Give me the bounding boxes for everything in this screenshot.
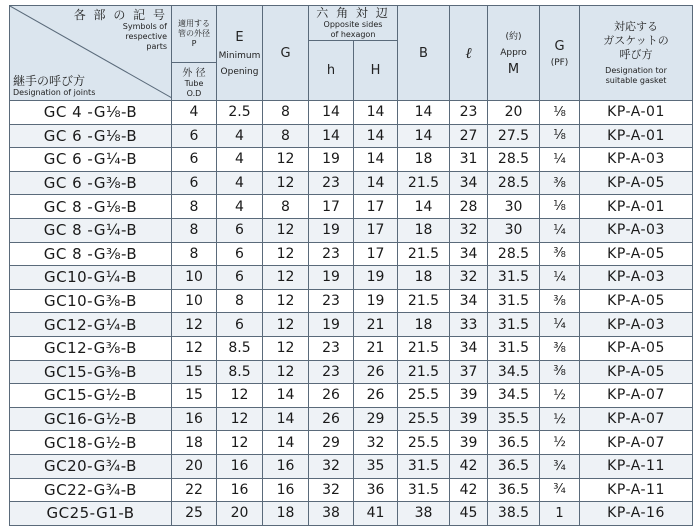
cell-p: 15 <box>172 360 217 384</box>
cell-p: 6 <box>172 171 217 195</box>
cell-pf: ⅜ <box>540 242 580 266</box>
cell-p: 22 <box>172 478 217 502</box>
cell-h-small: 23 <box>309 336 354 360</box>
cell-b: 31.5 <box>398 478 450 502</box>
header-e-symbol: E <box>235 29 244 45</box>
cell-designation: GC15-G½-B <box>10 384 172 408</box>
cell-pf: ¼ <box>540 266 580 290</box>
cell-p: 10 <box>172 266 217 290</box>
cell-h-small: 23 <box>309 171 354 195</box>
cell-h-large: 17 <box>354 218 398 242</box>
cell-m: 35.5 <box>488 407 540 431</box>
cell-gasket: KP-A-07 <box>580 407 693 431</box>
header-gasket-jp-2: ガスケットの <box>603 34 669 47</box>
cell-b: 38 <box>398 502 450 526</box>
cell-g: 12 <box>263 242 309 266</box>
header-p-tube <box>172 63 217 101</box>
cell-h-large: 29 <box>354 407 398 431</box>
cell-g: 8 <box>263 195 309 219</box>
cell-e: 8.5 <box>217 336 263 360</box>
cell-m: 38.5 <box>488 502 540 526</box>
cell-l: 31 <box>450 148 488 172</box>
header-e-minimum: Minimum <box>218 50 261 61</box>
cell-e: 8 <box>217 289 263 313</box>
cell-gasket: KP-A-07 <box>580 384 693 408</box>
header-p-symbol: P <box>191 39 197 48</box>
cell-h-small: 38 <box>309 502 354 526</box>
cell-h-large: 19 <box>354 289 398 313</box>
cell-m: 28.5 <box>488 242 540 266</box>
cell-designation: GC12-G⅜-B <box>10 336 172 360</box>
cell-h-small: 19 <box>309 313 354 337</box>
cell-m: 31.5 <box>488 336 540 360</box>
table-row <box>10 289 693 313</box>
header-p-sub-en-2: O.D <box>186 89 202 98</box>
cell-m: 27.5 <box>488 124 540 148</box>
cell-g: 14 <box>263 384 309 408</box>
cell-p: 4 <box>172 101 217 125</box>
cell-h-small: 29 <box>309 431 354 455</box>
table-row <box>10 502 693 526</box>
cell-designation: GC 8 -G⅛-B <box>10 195 172 219</box>
cell-h-large: 17 <box>354 195 398 219</box>
table-header <box>10 6 693 101</box>
cell-pf: ⅜ <box>540 336 580 360</box>
cell-gasket: KP-A-07 <box>580 431 693 455</box>
cell-h-large: 17 <box>354 242 398 266</box>
table-row <box>10 195 693 219</box>
cell-e: 4 <box>217 124 263 148</box>
cell-g: 12 <box>263 171 309 195</box>
cell-h-small: 19 <box>309 148 354 172</box>
table-row <box>10 478 693 502</box>
cell-gasket: KP-A-05 <box>580 360 693 384</box>
cell-pf: ⅛ <box>540 195 580 219</box>
cell-gasket: KP-A-05 <box>580 336 693 360</box>
cell-g: 12 <box>263 336 309 360</box>
cell-b: 18 <box>398 313 450 337</box>
cell-pf: ⅜ <box>540 360 580 384</box>
cell-pf: 1 <box>540 502 580 526</box>
cell-p: 12 <box>172 336 217 360</box>
cell-b: 21.5 <box>398 360 450 384</box>
cell-l: 34 <box>450 336 488 360</box>
corner-label-jp-parts: 各 部 の 記 号 <box>73 8 167 22</box>
cell-pf: ½ <box>540 407 580 431</box>
table-row <box>10 336 693 360</box>
cell-g: 18 <box>263 502 309 526</box>
cell-gasket: KP-A-01 <box>580 101 693 125</box>
cell-designation: GC 6 -G⅜-B <box>10 171 172 195</box>
cell-gasket: KP-A-03 <box>580 218 693 242</box>
cell-h-large: 21 <box>354 313 398 337</box>
cell-gasket: KP-A-05 <box>580 289 693 313</box>
cell-m: 28.5 <box>488 148 540 172</box>
cell-g: 12 <box>263 148 309 172</box>
cell-m: 30 <box>488 195 540 219</box>
cell-l: 34 <box>450 242 488 266</box>
cell-p: 8 <box>172 218 217 242</box>
header-m-appro: Appro <box>500 48 527 58</box>
cell-e: 4 <box>217 171 263 195</box>
table-row <box>10 407 693 431</box>
header-h-large: H <box>354 41 398 101</box>
cell-designation: GC16-G½-B <box>10 407 172 431</box>
cell-b: 18 <box>398 218 450 242</box>
cell-e: 16 <box>217 478 263 502</box>
cell-designation: GC25-G1-B <box>10 502 172 526</box>
header-corner-cell <box>10 6 172 101</box>
cell-h-small: 19 <box>309 266 354 290</box>
cell-e: 6 <box>217 242 263 266</box>
header-hexagon-en-2: of hexagon <box>330 30 376 39</box>
cell-e: 12 <box>217 384 263 408</box>
cell-b: 21.5 <box>398 289 450 313</box>
cell-b: 21.5 <box>398 171 450 195</box>
cell-h-large: 35 <box>354 454 398 478</box>
cell-g: 12 <box>263 218 309 242</box>
header-pf-symbol: G <box>554 38 565 54</box>
header-p <box>172 6 217 63</box>
cell-gasket: KP-A-01 <box>580 124 693 148</box>
table-body <box>10 101 693 526</box>
cell-l: 39 <box>450 384 488 408</box>
cell-gasket: KP-A-03 <box>580 313 693 337</box>
cell-l: 39 <box>450 431 488 455</box>
cell-b: 14 <box>398 195 450 219</box>
cell-designation: GC15-G⅜-B <box>10 360 172 384</box>
cell-h-large: 26 <box>354 360 398 384</box>
cell-pf: ⅛ <box>540 101 580 125</box>
header-hexagon <box>309 6 398 41</box>
cell-e: 6 <box>217 266 263 290</box>
cell-l: 23 <box>450 101 488 125</box>
cell-m: 31.5 <box>488 313 540 337</box>
header-m-symbol: M <box>507 62 520 77</box>
header-e-opening: Opening <box>220 66 259 77</box>
cell-h-large: 19 <box>354 266 398 290</box>
cell-p: 10 <box>172 289 217 313</box>
cell-p: 6 <box>172 148 217 172</box>
cell-p: 16 <box>172 407 217 431</box>
cell-l: 34 <box>450 171 488 195</box>
cell-b: 14 <box>398 101 450 125</box>
cell-designation: GC12-G¼-B <box>10 313 172 337</box>
table-row <box>10 171 693 195</box>
header-hexagon-en-1: Opposite sides <box>323 20 383 29</box>
header-m-jp: (約) <box>505 32 522 42</box>
cell-gasket: KP-A-16 <box>580 502 693 526</box>
corner-label-jp-joint: 継手の呼び方 <box>13 74 86 88</box>
table-row <box>10 148 693 172</box>
cell-p: 15 <box>172 384 217 408</box>
header-m <box>488 6 540 101</box>
header-gasket-jp-1: 対応する <box>614 20 659 33</box>
cell-gasket: KP-A-05 <box>580 171 693 195</box>
cell-p: 20 <box>172 454 217 478</box>
cell-g: 14 <box>263 407 309 431</box>
cell-designation: GC18-G½-B <box>10 431 172 455</box>
cell-l: 32 <box>450 266 488 290</box>
cell-e: 6 <box>217 313 263 337</box>
header-b: B <box>398 6 450 101</box>
joint-spec-table <box>9 5 693 526</box>
header-gasket-en-1: Designation tor <box>605 66 667 75</box>
cell-m: 34.5 <box>488 360 540 384</box>
cell-g: 8 <box>263 124 309 148</box>
cell-m: 36.5 <box>488 431 540 455</box>
cell-h-large: 14 <box>354 171 398 195</box>
cell-e: 4 <box>217 195 263 219</box>
cell-g: 8 <box>263 101 309 125</box>
cell-e: 4 <box>217 148 263 172</box>
cell-p: 8 <box>172 242 217 266</box>
cell-b: 25.5 <box>398 431 450 455</box>
cell-l: 42 <box>450 454 488 478</box>
header-gasket <box>580 6 693 101</box>
header-l: ℓ <box>450 6 488 101</box>
cell-h-small: 23 <box>309 360 354 384</box>
cell-b: 21.5 <box>398 242 450 266</box>
table-row <box>10 242 693 266</box>
table-row <box>10 431 693 455</box>
cell-m: 36.5 <box>488 454 540 478</box>
cell-h-small: 17 <box>309 195 354 219</box>
cell-b: 21.5 <box>398 336 450 360</box>
corner-label-en-parts-3: parts <box>146 42 167 51</box>
cell-h-small: 14 <box>309 124 354 148</box>
cell-p: 6 <box>172 124 217 148</box>
cell-h-small: 32 <box>309 478 354 502</box>
cell-e: 8.5 <box>217 360 263 384</box>
cell-g: 14 <box>263 431 309 455</box>
table-row <box>10 218 693 242</box>
cell-b: 31.5 <box>398 454 450 478</box>
cell-m: 20 <box>488 101 540 125</box>
cell-e: 12 <box>217 431 263 455</box>
table-row <box>10 313 693 337</box>
header-p-jp-2: 管の外径 <box>178 29 210 38</box>
cell-h-small: 19 <box>309 218 354 242</box>
cell-l: 33 <box>450 313 488 337</box>
corner-label-en-joint: Designation of joints <box>13 88 96 97</box>
cell-h-large: 14 <box>354 148 398 172</box>
cell-h-large: 41 <box>354 502 398 526</box>
cell-pf: ⅛ <box>540 124 580 148</box>
cell-pf: ½ <box>540 431 580 455</box>
cell-pf: ½ <box>540 384 580 408</box>
corner-label-en-parts-1: Symbols of <box>122 22 167 31</box>
cell-designation: GC10-G⅜-B <box>10 289 172 313</box>
header-pf-sub: (PF) <box>550 57 569 68</box>
cell-l: 42 <box>450 478 488 502</box>
cell-l: 32 <box>450 218 488 242</box>
header-gasket-jp-3: 呼び方 <box>619 48 653 61</box>
header-g: G <box>263 6 309 101</box>
cell-h-small: 32 <box>309 454 354 478</box>
cell-pf: ¼ <box>540 313 580 337</box>
cell-l: 37 <box>450 360 488 384</box>
header-e <box>217 6 263 101</box>
cell-e: 2.5 <box>217 101 263 125</box>
header-pf <box>540 6 580 101</box>
header-p-jp-1: 適用する <box>178 19 210 28</box>
cell-p: 18 <box>172 431 217 455</box>
header-gasket-en-2: suitable gasket <box>605 76 667 85</box>
table-row <box>10 454 693 478</box>
cell-p: 12 <box>172 313 217 337</box>
cell-h-large: 32 <box>354 431 398 455</box>
cell-designation: GC10-G¼-B <box>10 266 172 290</box>
cell-h-small: 14 <box>309 101 354 125</box>
corner-label-en-parts-2: respective <box>125 32 167 41</box>
cell-designation: GC 8 -G⅜-B <box>10 242 172 266</box>
cell-h-small: 23 <box>309 289 354 313</box>
cell-designation: GC 4 -G⅛-B <box>10 101 172 125</box>
header-h-small: h <box>309 41 354 101</box>
cell-h-large: 21 <box>354 336 398 360</box>
cell-gasket: KP-A-03 <box>580 148 693 172</box>
cell-h-small: 23 <box>309 242 354 266</box>
table-row <box>10 384 693 408</box>
cell-h-small: 26 <box>309 407 354 431</box>
cell-gasket: KP-A-11 <box>580 454 693 478</box>
cell-h-large: 26 <box>354 384 398 408</box>
cell-b: 18 <box>398 266 450 290</box>
cell-m: 36.5 <box>488 478 540 502</box>
cell-l: 39 <box>450 407 488 431</box>
cell-b: 25.5 <box>398 384 450 408</box>
cell-e: 6 <box>217 218 263 242</box>
cell-b: 18 <box>398 148 450 172</box>
cell-g: 12 <box>263 313 309 337</box>
cell-pf: ¾ <box>540 478 580 502</box>
cell-designation: GC20-G¾-B <box>10 454 172 478</box>
cell-gasket: KP-A-05 <box>580 242 693 266</box>
table-row <box>10 360 693 384</box>
cell-designation: GC 6 -G¼-B <box>10 148 172 172</box>
cell-l: 27 <box>450 124 488 148</box>
cell-h-large: 14 <box>354 124 398 148</box>
cell-e: 12 <box>217 407 263 431</box>
cell-gasket: KP-A-03 <box>580 266 693 290</box>
cell-pf: ¼ <box>540 148 580 172</box>
cell-m: 34.5 <box>488 384 540 408</box>
cell-designation: GC22-G¾-B <box>10 478 172 502</box>
cell-g: 12 <box>263 289 309 313</box>
cell-m: 28.5 <box>488 171 540 195</box>
cell-g: 12 <box>263 360 309 384</box>
cell-l: 28 <box>450 195 488 219</box>
table-row <box>10 266 693 290</box>
table-row <box>10 124 693 148</box>
header-p-sub-jp: 外 径 <box>182 68 206 79</box>
cell-b: 14 <box>398 124 450 148</box>
cell-e: 20 <box>217 502 263 526</box>
cell-pf: ¼ <box>540 218 580 242</box>
cell-gasket: KP-A-01 <box>580 195 693 219</box>
cell-pf: ⅜ <box>540 171 580 195</box>
cell-designation: GC 8 -G¼-B <box>10 218 172 242</box>
cell-pf: ⅜ <box>540 289 580 313</box>
cell-l: 45 <box>450 502 488 526</box>
cell-h-large: 14 <box>354 101 398 125</box>
cell-g: 16 <box>263 454 309 478</box>
header-p-sub-en-1: Tube <box>184 79 204 88</box>
cell-l: 34 <box>450 289 488 313</box>
header-hexagon-jp: 六 角 対 辺 <box>316 6 390 20</box>
cell-m: 31.5 <box>488 289 540 313</box>
table-row <box>10 101 693 125</box>
cell-g: 12 <box>263 266 309 290</box>
cell-gasket: KP-A-11 <box>580 478 693 502</box>
cell-p: 25 <box>172 502 217 526</box>
cell-h-small: 26 <box>309 384 354 408</box>
cell-p: 8 <box>172 195 217 219</box>
cell-b: 25.5 <box>398 407 450 431</box>
cell-h-large: 36 <box>354 478 398 502</box>
cell-g: 16 <box>263 478 309 502</box>
cell-e: 16 <box>217 454 263 478</box>
cell-m: 31.5 <box>488 266 540 290</box>
cell-m: 30 <box>488 218 540 242</box>
cell-pf: ¾ <box>540 454 580 478</box>
cell-designation: GC 6 -G⅛-B <box>10 124 172 148</box>
